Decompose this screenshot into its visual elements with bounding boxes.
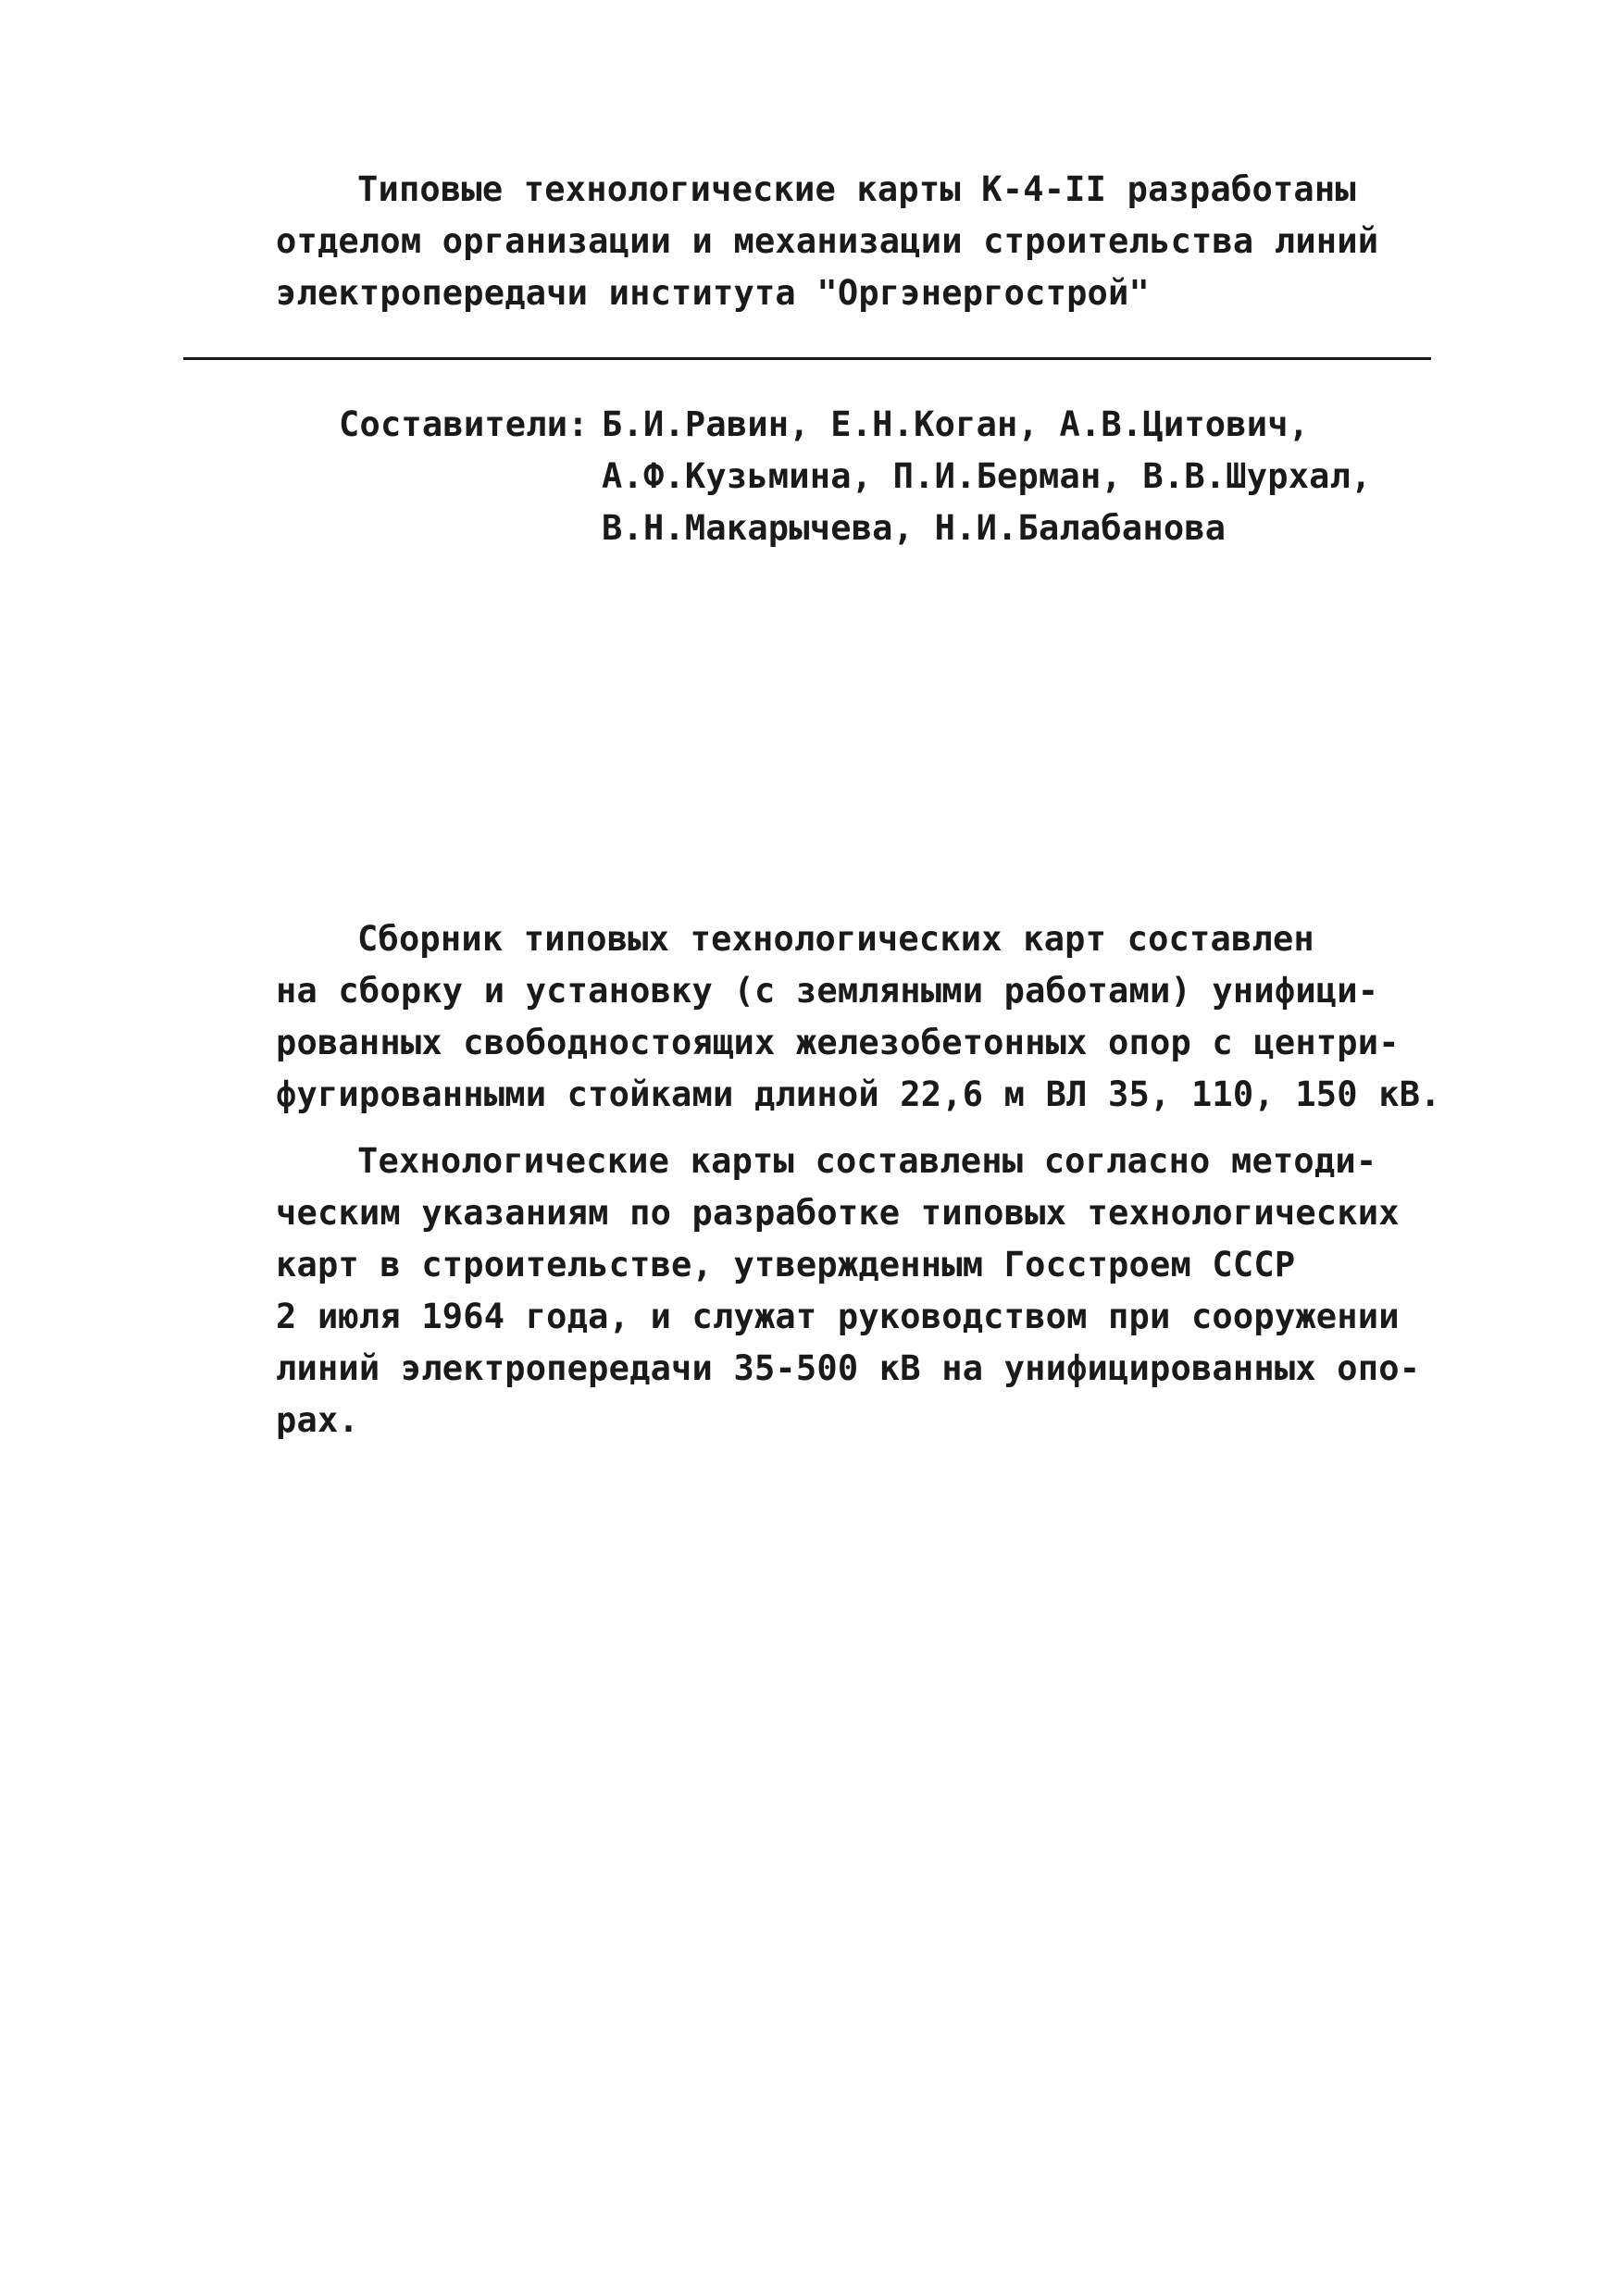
paragraph2-line-5: линий электропередачи 35-500 кВ на унифицированных опо- xyxy=(276,1348,1421,1388)
paragraph2-line-1: Технологические карты составлены согласно методи- xyxy=(357,1141,1377,1181)
paragraph2-line-6: рах. xyxy=(276,1400,359,1440)
authors-line-2: А.Ф.Кузьмина, П.И.Берман, В.В.Шурхал, xyxy=(602,456,1372,496)
paragraph1-line-1: Сборник типовых технологических карт составлен xyxy=(357,919,1314,959)
paragraph2-line-2: ческим указаниям по разработке типовых технологических xyxy=(276,1193,1400,1233)
header-line-1: Типовые технологические карты К-4-II разработаны xyxy=(357,169,1356,209)
horizontal-divider xyxy=(183,357,1431,360)
paragraph1-line-4: фугированными стойками длиной 22,6 м ВЛ 35, 110, 150 кВ. xyxy=(276,1074,1441,1114)
authors-line-3: В.Н.Макарычева, Н.И.Балабанова xyxy=(602,508,1227,548)
paragraph2-line-3: карт в строительстве, утвержденным Госстроем СССР xyxy=(276,1245,1296,1285)
paragraph2-line-4: 2 июля 1964 года, и служат руководством при сооружении xyxy=(276,1297,1400,1336)
paragraph1-line-2: на сборку и установку (с земляными работами) унифици- xyxy=(276,971,1379,1011)
authors-line-1: Б.И.Равин, Е.Н.Коган, А.В.Цитович, xyxy=(602,404,1310,444)
authors-label: Составители: xyxy=(339,404,589,444)
header-line-3: электропередачи института "Оргэнергострой" xyxy=(276,273,1150,313)
header-line-2: отделом организации и механизации строительства линий xyxy=(276,221,1379,261)
paragraph1-line-3: рованных свободностоящих железобетонных опор с центри- xyxy=(276,1023,1400,1062)
